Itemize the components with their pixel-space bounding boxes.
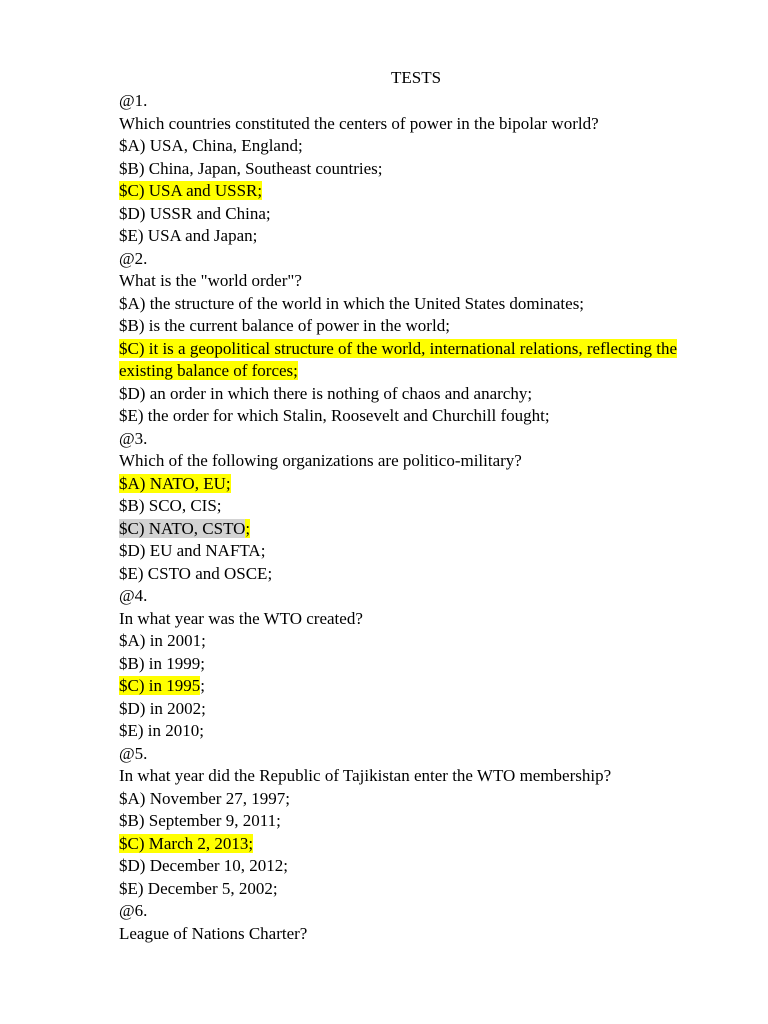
- answer-option-c-row: [119, 833, 719, 856]
- answer-option-c-gray-highlight: $C) NATO, CSTO: [119, 518, 246, 538]
- answer-option-a: $A) USA, China, England;: [119, 136, 303, 155]
- question-text: In what year did the Republic of Tajikistan enter the WTO membership?: [119, 766, 612, 785]
- answer-option-a: $A) the structure of the world in which the United States dominates;: [119, 293, 585, 313]
- answer-option-d: $D) December 10, 2012;: [119, 856, 289, 875]
- question-number: @1.: [119, 91, 148, 110]
- answer-option-b: $B) China, Japan, Southeast countries;: [119, 158, 383, 178]
- answer-option-e: $E) December 5, 2002;: [119, 878, 278, 898]
- answer-option-c-end: ;: [200, 676, 205, 695]
- question-text: Which of the following organizations are politico-military?: [119, 451, 522, 470]
- answer-option-b: $B) SCO, CIS;: [119, 496, 222, 515]
- question-text: Which countries constituted the centers of power in the bipolar world?: [119, 113, 599, 133]
- answer-option-e: $E) CSTO and OSCE;: [119, 563, 273, 583]
- answer-option-e: $E) in 2010;: [119, 721, 204, 740]
- answer-option-a-highlighted: $A) NATO, EU;: [119, 473, 231, 493]
- answer-option-b: $B) is the current balance of power in the world;: [119, 316, 450, 335]
- answer-option-d: $D) in 2002;: [119, 698, 206, 718]
- question-number: @3.: [119, 428, 148, 448]
- answer-option-b: $B) in 1999;: [119, 653, 205, 673]
- answer-option-b: $B) September 9, 2011;: [119, 811, 281, 830]
- answer-option-a-row: [119, 473, 719, 496]
- answer-option-d: $D) an order in which there is nothing of chaos and anarchy;: [119, 383, 533, 403]
- answer-option-a: $A) in 2001;: [119, 631, 206, 650]
- question-number: @2.: [119, 248, 148, 268]
- answer-option-c-highlighted-continued: existing balance of forces;: [119, 361, 298, 380]
- question-text: What is the "world order"?: [119, 271, 302, 290]
- answer-option-c-highlighted: $C) March 2, 2013;: [119, 833, 254, 853]
- document-title: TESTS: [390, 68, 442, 87]
- answer-option-e: $E) USA and Japan;: [119, 226, 258, 245]
- test-content: [119, 90, 719, 945]
- answer-option-c-highlighted: $C) in 1995: [119, 676, 201, 695]
- question-text: League of Nations Charter?: [119, 923, 308, 943]
- question-4: [119, 585, 719, 743]
- answer-option-c-row-2: [119, 360, 719, 383]
- answer-option-c-row: [119, 518, 719, 541]
- answer-option-a: $A) November 27, 1997;: [119, 788, 290, 808]
- question-number: @5.: [119, 743, 148, 763]
- answer-option-d: $D) EU and NAFTA;: [119, 541, 266, 560]
- question-number: @4.: [119, 586, 148, 605]
- question-1: [119, 90, 719, 248]
- question-6: [119, 900, 719, 945]
- answer-option-c-row: [119, 675, 719, 698]
- answer-option-c-highlighted: $C) it is a geopolitical structure of the world, international relations, reflecting the: [119, 338, 677, 358]
- answer-option-c-highlighted: $C) USA and USSR;: [119, 181, 263, 200]
- answer-option-d: $D) USSR and China;: [119, 203, 271, 223]
- answer-option-c-row-1: [119, 338, 719, 361]
- answer-option-e: $E) the order for which Stalin, Roosevelt and Churchill fought;: [119, 406, 550, 425]
- question-text: In what year was the WTO created?: [119, 608, 363, 628]
- answer-option-c-end: ;: [245, 518, 251, 538]
- question-number: @6.: [119, 901, 148, 920]
- question-5: [119, 743, 719, 901]
- answer-option-c-row: [119, 180, 719, 203]
- question-3: [119, 428, 719, 586]
- question-2: [119, 248, 719, 428]
